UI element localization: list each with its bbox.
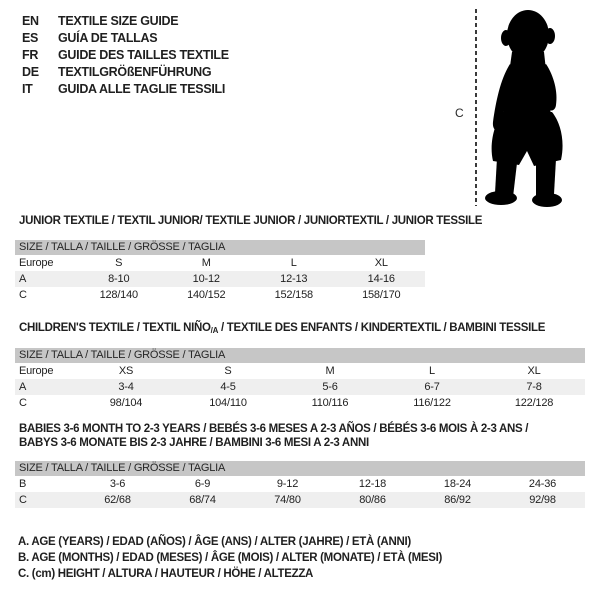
language-label: GUIDA ALLE TAGLIE TESSILI xyxy=(58,82,226,96)
age-cell: 5-6 xyxy=(322,381,338,393)
height-cell: 62/68 xyxy=(104,494,131,506)
size-cell: XL xyxy=(527,365,541,377)
language-code: DE xyxy=(22,65,39,79)
height-cell: 98/104 xyxy=(109,397,143,409)
height-cell: 86/92 xyxy=(444,494,471,506)
table-title xyxy=(15,422,585,450)
age-cell: 6-7 xyxy=(424,381,440,393)
size-header-bar: SIZE / TALLA / TAILLE / GRÖSSE / TAGLIA xyxy=(15,348,585,363)
size-cell: XS xyxy=(118,365,134,377)
measurement-legend xyxy=(18,534,442,582)
row-label: C xyxy=(19,397,27,409)
language-label: GUÍA DE TALLAS xyxy=(58,31,158,45)
junior-size-table xyxy=(15,215,483,303)
height-cell: 122/128 xyxy=(514,397,554,409)
table-row xyxy=(15,476,585,492)
age-cell: 3-6 xyxy=(109,478,126,490)
table-row xyxy=(15,255,425,271)
age-cell: 6-9 xyxy=(194,478,211,490)
size-header-bar: SIZE / TALLA / TAILLE / GRÖSSE / TAGLIA xyxy=(15,461,585,476)
height-cell: 110/116 xyxy=(311,397,349,409)
height-cell: 116/122 xyxy=(413,397,451,409)
row-label: B xyxy=(19,478,27,490)
age-cell: 10-12 xyxy=(192,273,220,285)
row-label: Europe xyxy=(19,257,54,269)
age-cell: 12-13 xyxy=(280,273,308,285)
row-label: A xyxy=(19,273,27,285)
language-row xyxy=(22,47,229,64)
language-label: GUIDE DES TAILLES TEXTILE xyxy=(58,48,229,62)
title-text: CHILDREN'S TEXTILE / TEXTIL NIÑO xyxy=(19,322,211,334)
table-row xyxy=(15,363,585,379)
table-row xyxy=(15,287,425,303)
table-row xyxy=(15,271,425,287)
age-cell: 9-12 xyxy=(276,478,299,490)
height-cell: 74/80 xyxy=(274,494,301,506)
age-cell: 18-24 xyxy=(443,478,472,490)
title-line: BABIES 3-6 MONTH TO 2-3 YEARS / BEBÉS 3-6 MESES A 2-3 AÑOS / BÉBÉS 3-6 MOIS À 2-3 ANS / xyxy=(19,423,529,435)
table-row xyxy=(15,395,585,411)
age-cell: 8-10 xyxy=(108,273,130,285)
height-cell: 80/86 xyxy=(359,494,386,506)
age-cell: 7-8 xyxy=(526,381,542,393)
baby-silhouette-icon xyxy=(484,8,576,208)
height-cell: 152/158 xyxy=(274,289,313,301)
language-row xyxy=(22,30,229,47)
size-cell: M xyxy=(325,365,335,377)
height-cell: 92/98 xyxy=(529,494,556,506)
size-cell: L xyxy=(429,365,435,377)
age-cell: 14-16 xyxy=(367,273,395,285)
table-title: JUNIOR TEXTILE / TEXTIL JUNIOR/ TEXTILE JUNIOR / JUNIORTEXTIL / JUNIOR TESSILE xyxy=(19,215,483,227)
title-subscript: /A xyxy=(210,326,219,335)
language-code: EN xyxy=(22,14,39,28)
table-row xyxy=(15,492,585,508)
title-line: BABYS 3-6 MONATE BIS 2-3 JAHRE / BAMBINI 3-6 MESI A 2-3 ANNI xyxy=(19,437,369,449)
language-row xyxy=(22,13,229,30)
babies-size-table xyxy=(15,422,585,508)
language-label: TEXTILE SIZE GUIDE xyxy=(58,14,179,28)
row-label: A xyxy=(19,381,27,393)
table-row xyxy=(15,379,585,395)
size-header-bar: SIZE / TALLA / TAILLE / GRÖSSE / TAGLIA xyxy=(15,240,425,255)
legend-line-c: C. (cm) HEIGHT / ALTURA / HAUTEUR / HÖHE / ALTEZZA xyxy=(18,568,314,580)
size-cell: L xyxy=(290,257,297,269)
height-measure-label: C xyxy=(455,106,464,120)
language-code: FR xyxy=(22,48,39,62)
legend-line-a: A. AGE (YEARS) / EDAD (AÑOS) / ÂGE (ANS) / ALTER (JAHRE) / ETÀ (ANNI) xyxy=(18,536,411,548)
language-row xyxy=(22,81,229,98)
legend-line-b: B. AGE (MONTHS) / EDAD (MESES) / ÂGE (MOIS) / ALTER (MONATE) / ETÀ (MESI) xyxy=(18,552,443,564)
height-dotted-line xyxy=(475,9,477,206)
height-cell: 128/140 xyxy=(99,289,138,301)
language-code: ES xyxy=(22,31,39,45)
children-size-table xyxy=(15,322,585,411)
table-title xyxy=(15,322,585,337)
size-cell: M xyxy=(201,257,211,269)
age-cell: 3-4 xyxy=(118,381,134,393)
age-cell: 4-5 xyxy=(220,381,236,393)
age-cell: 12-18 xyxy=(358,478,387,490)
height-cell: 68/74 xyxy=(189,494,216,506)
size-cell: S xyxy=(115,257,123,269)
height-cell: 104/110 xyxy=(209,397,247,409)
height-cell: 140/152 xyxy=(187,289,226,301)
row-label: C xyxy=(19,289,27,301)
language-label: TEXTILGRÖßENFÜHRUNG xyxy=(58,65,212,79)
size-cell: S xyxy=(224,365,232,377)
language-list xyxy=(22,13,229,98)
row-label: Europe xyxy=(19,365,54,377)
age-cell: 24-36 xyxy=(528,478,557,490)
size-cell: XL xyxy=(374,257,388,269)
language-row xyxy=(22,64,229,81)
height-cell: 158/170 xyxy=(362,289,401,301)
title-text: / TEXTILE DES ENFANTS / KINDERTEXTIL / BAMBINI TESSILE xyxy=(218,322,546,334)
language-code: IT xyxy=(22,82,33,96)
row-label: C xyxy=(19,494,27,506)
